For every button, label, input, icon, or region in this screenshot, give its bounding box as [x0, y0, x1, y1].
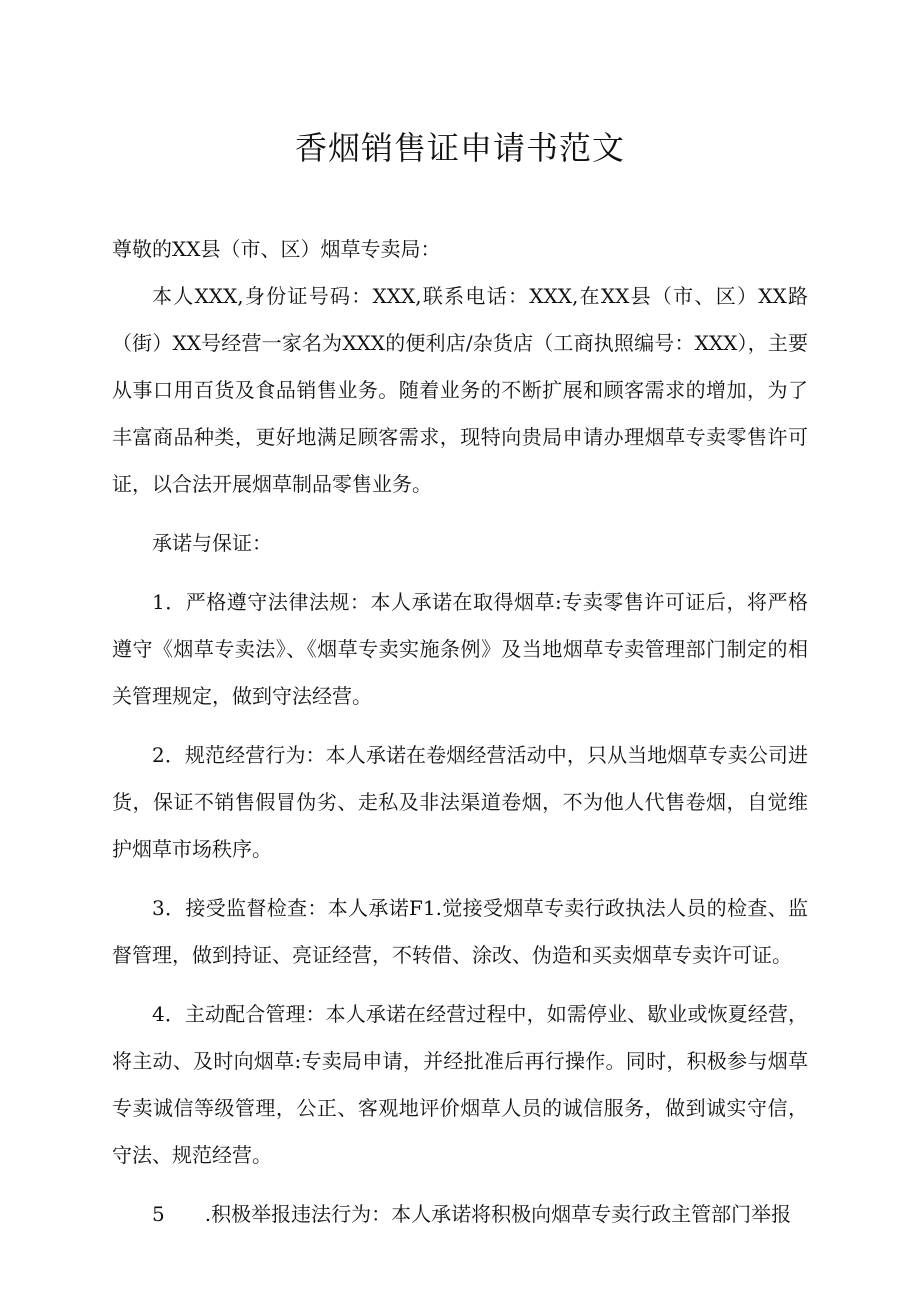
promise-item-4: 4．主动配合管理：本人承诺在经营过程中，如需停业、歇业或恢夏经营，将主动、及时向烟草:专卖局申请，并经批准后再行操作。同时，积极参与烟草专卖诚信等级管理，公正、客观地评价烟草人员的诚信服务，做到诚实守信，守法、规范经营。 — [112, 1002, 808, 1167]
salutation: 尊敬的XX县（市、区）烟草专卖局： — [112, 237, 441, 261]
intro-paragraph: 本人XXX,身份证号码：XXX,联系电话：XXX,在XX县（市、区）XX路（街）XX号经营一家名为XXX的便利店/杂货店（工商执照编号：XXX），主要从事口用百货及食品销售业务。随着业务的不断扩展和顾客需求的增加，为了丰富商品种类，更好地满足顾客需求，现特向贵局申请办理烟草专卖零售许可证，以合法开展烟草制品零售业务。 — [112, 284, 808, 496]
document-body — [112, 226, 808, 1238]
promise-item-2: 2．规范经营行为：本人承诺在卷烟经营活动中，只从当地烟草专卖公司进货，保证不销售假冒伪劣、走私及非法渠道卷烟，不为他人代售卷烟，自觉维护烟草市场秩序。 — [112, 743, 808, 861]
promise-heading: 承诺与保证： — [152, 531, 272, 555]
promise-item-3: 3．接受监督检查：本人承诺F1.觉接受烟草专卖行政执法人员的检查、监督管理，做到持证、亮证经营，不转借、涂改、伪造和买卖烟草专卖许可证。 — [112, 896, 808, 967]
promise-item-1: 1．严格遵守法律法规：本人承诺在取得烟草:专卖零售许可证后，将严格遵守《烟草专卖法》、《烟草专卖实施条例》及当地烟草专卖管理部门制定的相关管理规定，做到守法经营。 — [112, 590, 808, 708]
document-title: 香烟销售证申请书范文 — [294, 129, 625, 167]
promise-item-5: 5 .积极举报违法行为：本人承诺将积极向烟草专卖行政主管部门举报 — [152, 1202, 792, 1226]
